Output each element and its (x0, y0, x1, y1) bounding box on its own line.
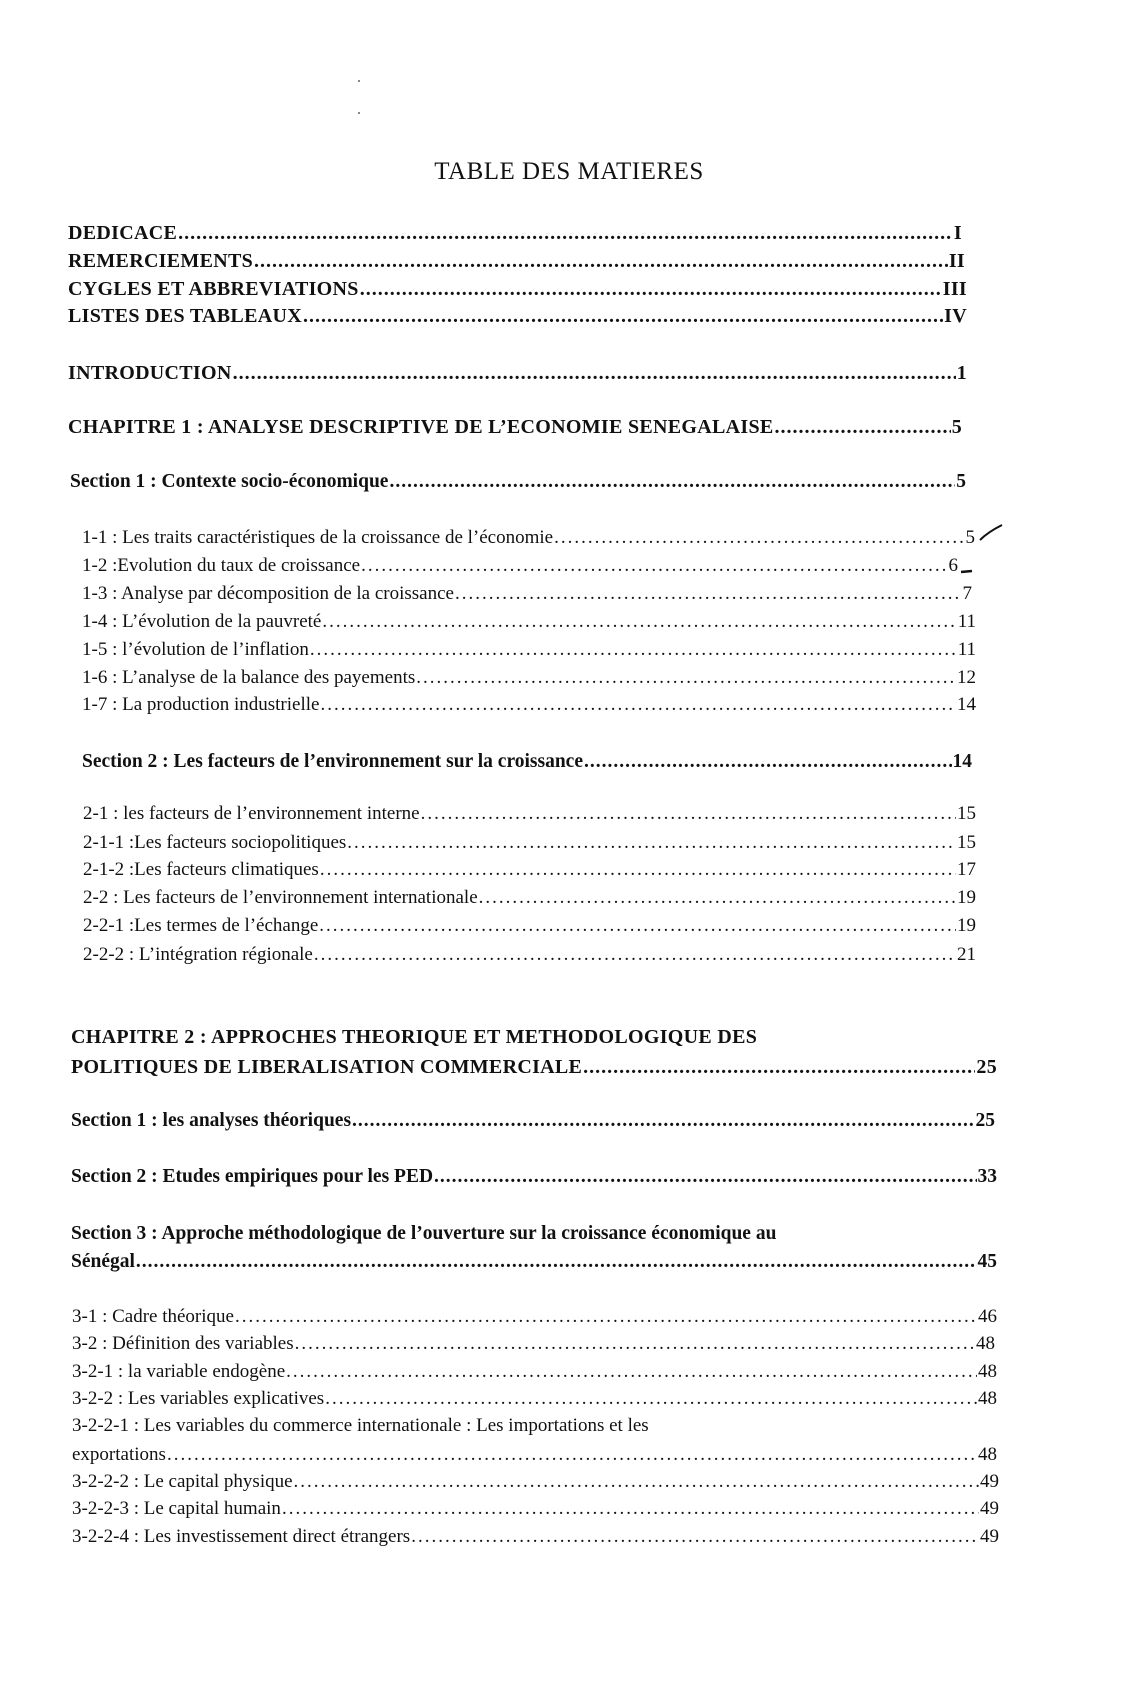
toc-entry-label: 1-3 : Analyse par décomposition de la croissance (82, 583, 454, 604)
toc-entry-label: 3-2-2-4 : Les investissement direct étrangers (72, 1526, 411, 1547)
toc-entry-label: 3-2 : Définition des variables (72, 1333, 294, 1354)
toc-page-number: IV (944, 305, 967, 327)
toc-entry (68, 278, 967, 301)
toc-entry (68, 250, 965, 273)
toc-page-number: 21 (957, 944, 976, 965)
toc-page-number: 14 (957, 694, 976, 715)
dot-leader (136, 1251, 977, 1273)
toc-page-number: 11 (957, 611, 976, 632)
toc-entry-label: 3-2-2-3 : Le capital humain (72, 1498, 281, 1519)
toc-entry-title-line: 3-2-2-1 : Les variables du commerce internationale : Les importations et les (72, 1415, 649, 1436)
toc-entry (72, 1471, 999, 1493)
toc-entry-label: 2-2 : Les facteurs de l’environnement internationale (83, 887, 478, 908)
toc-entry (68, 416, 962, 439)
toc-entry-label: REMERCIEMENTS (68, 250, 254, 272)
toc-entry (83, 915, 976, 937)
toc-entry (82, 667, 976, 689)
page-title: TABLE DES MATIERES (434, 158, 704, 185)
dot-leader (434, 1166, 976, 1188)
toc-page-number: 45 (977, 1251, 997, 1272)
toc-entry-label: 1-7 : La production industrielle (82, 694, 320, 715)
toc-entry-label: 3-2-2-2 : Le capital physique (72, 1471, 293, 1492)
dot-leader (310, 639, 957, 661)
toc-entry (82, 583, 972, 605)
dot-leader (167, 1444, 977, 1466)
toc-entry-label: 2-2-2 : L’intégration régionale (83, 944, 313, 965)
toc-entry-title-line: Section 3 : Approche méthodologique de l’ouverture sur la croissance économique au (71, 1223, 777, 1244)
toc-page-number: 48 (978, 1361, 997, 1382)
toc-entry-label: 1-6 : L’analyse de la balance des payements (82, 667, 416, 688)
toc-page-number: 15 (957, 832, 976, 853)
toc-entry-label: 1-4 : L’évolution de la pauvreté (82, 611, 322, 632)
toc-entry-label: 3-2-2 : Les variables explicatives (72, 1388, 325, 1409)
toc-page-number: 49 (980, 1526, 999, 1547)
toc-entry (68, 222, 962, 245)
dot-leader (584, 751, 952, 773)
toc-entry (72, 1526, 999, 1548)
toc-page-number: 17 (957, 859, 976, 880)
dot-leader (360, 278, 942, 301)
handwritten-check-mark (978, 522, 1004, 544)
toc-entry (82, 555, 958, 577)
toc-entry (71, 1110, 995, 1132)
toc-page-number: 25 (976, 1056, 997, 1078)
dot-leader (178, 222, 953, 245)
toc-entry-label: CYGLES ET ABBREVIATIONS (68, 278, 359, 300)
toc-entry-label: 1-2 :Evolution du taux de croissance (82, 555, 361, 576)
toc-entry-label: LISTES DES TABLEAUX (68, 305, 302, 327)
toc-page-number: 49 (980, 1471, 999, 1492)
scan-speck (358, 112, 360, 114)
dot-leader (254, 250, 948, 273)
dot-leader (416, 667, 956, 689)
toc-entry (70, 471, 966, 493)
toc-entry (83, 887, 976, 909)
dot-leader (775, 416, 951, 439)
toc-entry (82, 527, 975, 549)
toc-entry-label: 2-1 : les facteurs de l’environnement interne (83, 803, 420, 824)
toc-page-number: 11 (957, 639, 976, 660)
dot-leader (411, 1526, 979, 1548)
toc-entry (83, 944, 976, 966)
toc-entry-label: Section 1 : les analyses théoriques (71, 1110, 352, 1131)
toc-entry (82, 639, 976, 661)
handwritten-dash-mark (960, 568, 974, 576)
toc-entry-label: 1-5 : l’évolution de l’inflation (82, 639, 309, 660)
toc-entry-label: CHAPITRE 1 : ANALYSE DESCRIPTIVE DE L’ECONOMIE SENEGALAISE (68, 416, 774, 438)
dot-leader (479, 887, 956, 909)
toc-page-number: 46 (978, 1306, 997, 1327)
dot-leader (322, 611, 956, 633)
toc-entry (72, 1333, 995, 1355)
toc-entry (82, 751, 972, 773)
dot-leader (282, 1498, 979, 1520)
toc-entry (72, 1498, 999, 1520)
toc-entry (83, 859, 976, 881)
dot-leader (554, 527, 964, 549)
toc-page-number: 15 (957, 803, 976, 824)
dot-leader (347, 832, 956, 854)
dot-leader (421, 803, 956, 825)
toc-page-number: I (953, 222, 962, 244)
toc-page-number: 7 (962, 583, 972, 604)
scan-speck (358, 80, 360, 82)
toc-entry-label: DEDICACE (68, 222, 178, 244)
toc-entry-label: INTRODUCTION (68, 362, 232, 384)
toc-page-number: 14 (952, 751, 972, 772)
toc-entry (82, 694, 976, 716)
dot-leader (352, 1110, 974, 1132)
toc-page-number: 25 (975, 1110, 995, 1131)
toc-entry-label: exportations (72, 1444, 166, 1465)
toc-entry (72, 1306, 997, 1328)
toc-entry (72, 1444, 997, 1466)
dot-leader (286, 1361, 977, 1383)
toc-entry (71, 1251, 997, 1273)
toc-entry-label: POLITIQUES DE LIBERALISATION COMMERCIALE (71, 1056, 583, 1078)
toc-entry-label: Sénégal (71, 1251, 135, 1272)
toc-entry-label: Section 2 : Les facteurs de l’environnement sur la croissance (82, 751, 583, 772)
toc-entry (68, 305, 967, 328)
dot-leader (455, 583, 962, 605)
dot-leader (319, 915, 956, 937)
toc-entry-label: Section 2 : Etudes empiriques pour les PED (71, 1166, 434, 1187)
dot-leader (389, 471, 955, 493)
toc-entry (71, 1056, 997, 1079)
toc-entry-title-line: CHAPITRE 2 : APPROCHES THEORIQUE ET METHODOLOGIQUE DES (71, 1026, 758, 1048)
toc-page-number: III (942, 278, 967, 300)
toc-entry (71, 1166, 997, 1188)
dot-leader (361, 555, 947, 577)
toc-entry (82, 611, 976, 633)
dot-leader (325, 1388, 977, 1410)
toc-page-number: 19 (957, 887, 976, 908)
toc-entry-label: Section 1 : Contexte socio-économique (70, 471, 389, 492)
dot-leader (303, 305, 943, 328)
toc-page-number: 5 (951, 416, 962, 438)
toc-page-number: 48 (978, 1388, 997, 1409)
dot-leader (294, 1471, 979, 1493)
dot-leader (320, 694, 956, 716)
toc-entry (72, 1388, 997, 1410)
toc-page-number: 1 (956, 362, 967, 384)
toc-entry (83, 803, 976, 825)
toc-page-number: 5 (956, 471, 966, 492)
toc-entry (72, 1361, 997, 1383)
toc-page-number: 49 (980, 1498, 999, 1519)
toc-entry-label: 3-1 : Cadre théorique (72, 1306, 234, 1327)
toc-entry (68, 362, 967, 385)
dot-leader (320, 859, 956, 881)
dot-leader (314, 944, 956, 966)
dot-leader (233, 362, 956, 385)
dot-leader (235, 1306, 977, 1328)
toc-page-number: II (948, 250, 965, 272)
toc-entry-label: 1-1 : Les traits caractéristiques de la croissance de l’économie (82, 527, 554, 548)
toc-page-number: 12 (957, 667, 976, 688)
dot-leader (295, 1333, 975, 1355)
toc-entry-label: 2-1-2 :Les facteurs climatiques (83, 859, 319, 880)
toc-page-number: 48 (978, 1444, 997, 1465)
toc-entry-label: 3-2-1 : la variable endogène (72, 1361, 286, 1382)
toc-page-number: 6 (948, 555, 958, 576)
dot-leader (583, 1056, 975, 1079)
toc-entry-label: 2-1-1 :Les facteurs sociopolitiques (83, 832, 347, 853)
toc-page-number: 48 (976, 1333, 995, 1354)
toc-entry (83, 832, 976, 854)
toc-page-number: 5 (965, 527, 975, 548)
toc-page-number: 19 (957, 915, 976, 936)
toc-page-number: 33 (977, 1166, 997, 1187)
toc-entry-label: 2-2-1 :Les termes de l’échange (83, 915, 319, 936)
